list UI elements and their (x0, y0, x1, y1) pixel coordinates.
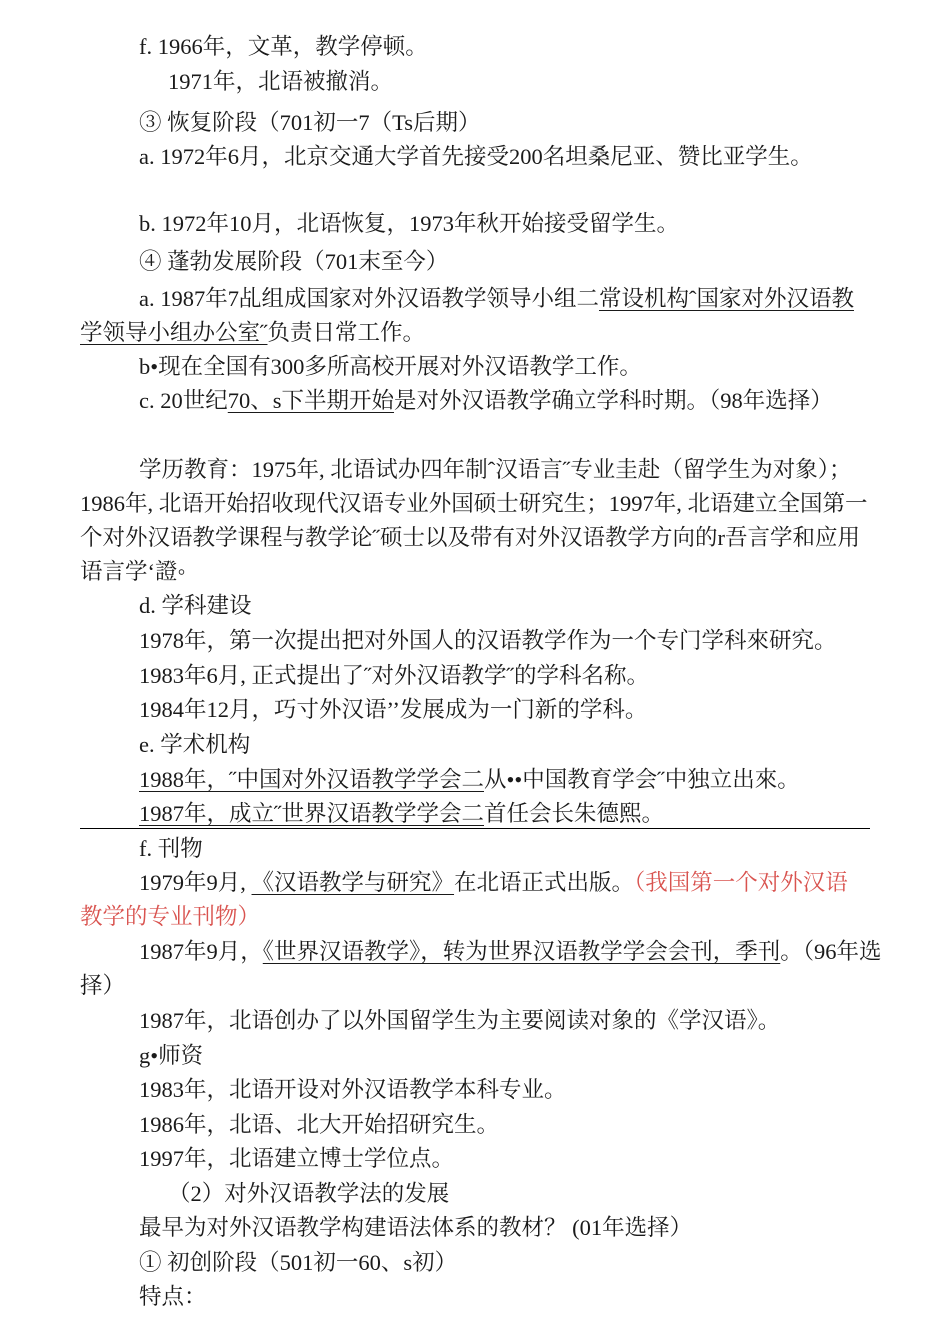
line-1987-society-underlined: 1987年，成立˝世界汉语教学学会二 (139, 801, 484, 826)
question-earliest-textbook: 最早为对外汉语教学构建语法体系的教材？ (01年选择） (139, 1215, 693, 1240)
line-1979-tail: 在北语正式出版。 (454, 870, 635, 895)
features-label: 特点： (139, 1284, 207, 1309)
line-1987-xuehanyu: 1987年，北语创办了以外国留学生为主要阅读对象的《学汉语》。 (139, 1008, 781, 1033)
line-1997: 1997年，北语建立博士学位点。 (139, 1146, 455, 1171)
line-1984: 1984年12月，巧寸外汉语’’发展成为一门新的学科。 (139, 697, 648, 722)
item-d-heading: d. 学科建设 (139, 593, 252, 618)
stage-4-heading: ④ 蓬勃发展阶段（701末至今） (139, 249, 449, 274)
item-a-1987-tail: 负责日常工作。 (267, 320, 426, 345)
line-1987-journal-tail: 。（96年选择） (80, 939, 882, 998)
line-1979-text: 1979年9月, (139, 870, 252, 895)
line-1979-journal-title: 《汉语教学与研究》 (251, 870, 455, 895)
line-1987-society (80, 797, 870, 831)
line-1983-undergrad: 1983年，北语开设对外汉语教学本科专业。 (139, 1077, 567, 1102)
horizontal-divider (80, 828, 870, 829)
item-e-heading: e. 学术机构 (139, 732, 251, 757)
line-1979-journal (80, 866, 870, 934)
line-1988-tail: 从••中国教育学会˝中独立出來。 (484, 767, 800, 792)
line-1987-journal-text: 1987年9月， (139, 939, 263, 964)
item-f-1966: f. 1966年，文革，教学停顿。 (139, 34, 428, 59)
item-c-period (80, 384, 870, 418)
item-b-now: b•现在全国有300多所高校开展对外汉语教学工作。 (139, 354, 642, 379)
stage-1-heading: ① 初创阶段（501初一60、s初） (139, 1250, 458, 1275)
item-a-1987-underlined: 常设机构ˆ国家对外汉语教学领导小组办公室˝ (80, 286, 854, 345)
degree-education-paragraph: 学历教育：1975年, 北语试办四年制ˆ汉语言˝专业圭赴（留学生为对象）；1986年, 北语开始招收现代汉语专业外国硕士研究生；1997年, 北语建立全国第一个对外汉语教学课程与教学论˝硕士以及带有对外汉语教学方向的r吾言学和应用语言学‘證◦ (80, 457, 868, 584)
section-2-heading: （2）对外汉语教学法的发展 (168, 1181, 450, 1206)
line-1987-journal-underlined: 《世界汉语教学》，转为世界汉语教学学会会刊，季刊 (262, 939, 781, 964)
item-c-text: c. 20世纪 (139, 388, 228, 413)
item-a-1987-text: a. 1987年7乩组成国家对外汉语教学领导小组二 (139, 286, 599, 311)
line-1987-society-tail: 首任会长朱德熙。 (484, 801, 665, 826)
line-1979-red-note: （我国第一个对外汉语教学的专业刊物） (80, 870, 848, 929)
stage-3-heading: ③ 恢复阶段（701初一7（Ts后期） (139, 110, 481, 135)
line-1971: 1971年，北语被撤消。 (168, 69, 394, 94)
item-b-1972: b. 1972年10月，北语恢复，1973年秋开始接受留学生。 (139, 211, 680, 236)
line-1983-6: 1983年6月, 正式提出了˝对外汉语教学˝的学科名称。 (139, 663, 649, 688)
item-c-underlined: 70、s下半期开始 (227, 388, 395, 413)
item-a-1972: a. 1972年6月，北京交通大学首先接受200名坦桑尼亚、赞比亚学生。 (139, 144, 813, 169)
item-g-heading: g•师资 (139, 1043, 204, 1068)
item-f-heading: f. 刊物 (139, 836, 203, 861)
line-1978: 1978年，第一次提出把对外国人的汉语教学作为一个专门学科來研究。 (139, 628, 837, 653)
item-a-1987 (80, 282, 870, 350)
line-1988 (80, 763, 900, 797)
line-1988-underlined: 1988年，˝中国对外汉语教学学会二 (139, 767, 484, 792)
line-1986: 1986年，北语、北大开始招研究生。 (139, 1112, 500, 1137)
line-1987-journal (80, 935, 900, 1003)
item-c-tail: 是对外汉语教学确立学科时期。（98年选择） (394, 388, 833, 413)
